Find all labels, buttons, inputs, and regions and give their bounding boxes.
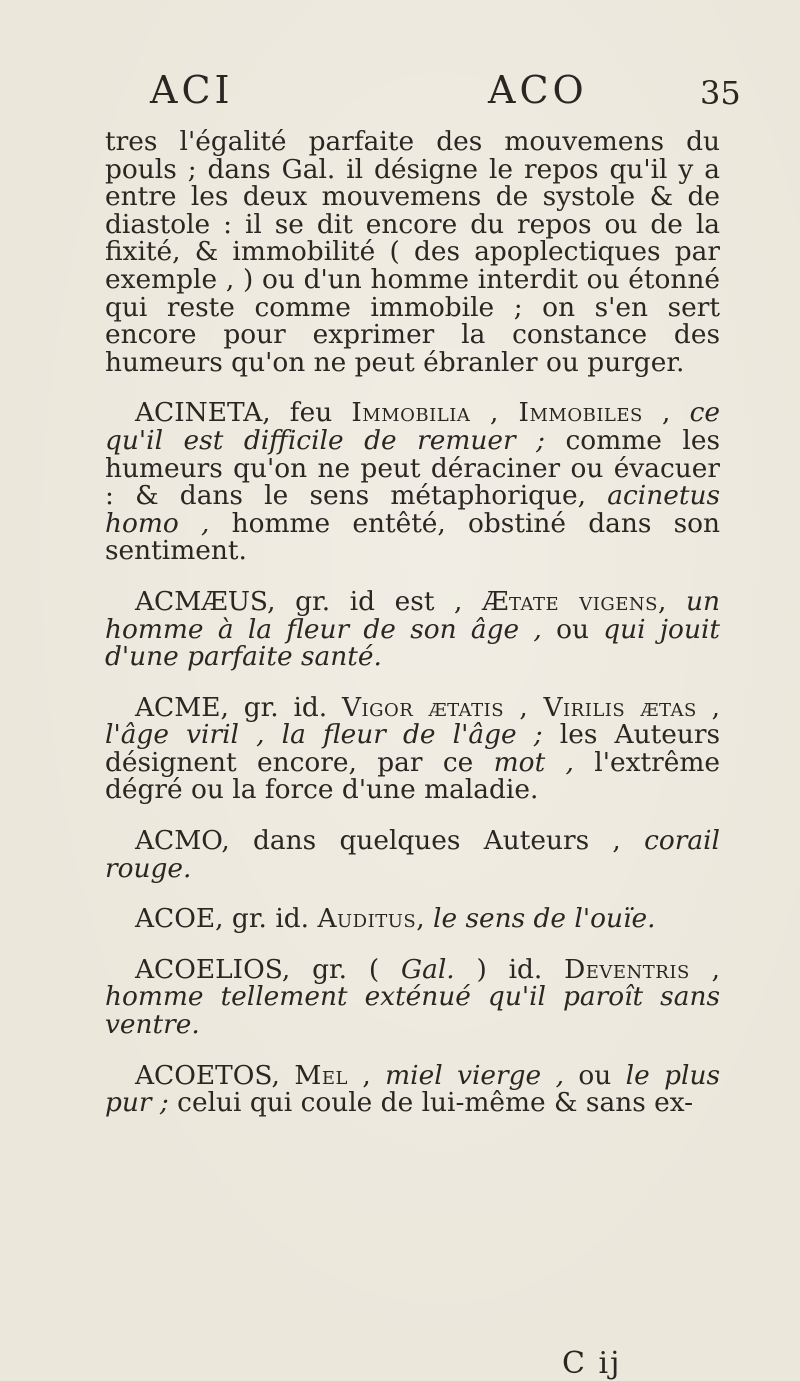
entry-gloss: un homme à la fleur de son âge , bbox=[105, 585, 721, 645]
entry-separator: , gr. id. bbox=[215, 903, 318, 935]
entry-separator: , bbox=[416, 903, 433, 935]
entry-separator: , bbox=[271, 1059, 295, 1091]
page-number: 35 bbox=[700, 74, 741, 112]
entry-gloss: qui jouit d'une parfaite santé. bbox=[105, 613, 720, 673]
entry-acme bbox=[105, 691, 720, 806]
entry-body: ou bbox=[563, 1059, 626, 1091]
entry-separator: , bbox=[696, 691, 720, 723]
entry-body: comme les humeurs qu'on ne peut déraciner ou évacuer : & dans le sens métaphorique, bbox=[105, 424, 720, 512]
entry-latin: Vigor ætatis , Virilis ætas bbox=[341, 691, 697, 723]
entry-latin: Auditus bbox=[317, 903, 417, 935]
entry-gloss: le plus pur ; bbox=[105, 1059, 720, 1119]
entry-acoetos bbox=[105, 1059, 720, 1119]
entry-gloss: miel vierge , bbox=[385, 1059, 564, 1091]
entry-gloss: l'âge viril , la fleur de l'âge ; bbox=[105, 719, 543, 751]
entry-separator: , gr. id est , bbox=[267, 585, 483, 617]
entry-gloss: homme tellement exténué qu'il paroît sans ventre. bbox=[105, 981, 720, 1041]
entry-body: celui qui coule de lui-même & sans ex- bbox=[168, 1087, 694, 1119]
entry-headword: ACMO bbox=[135, 825, 222, 857]
entry-headword: ACINETA bbox=[135, 397, 263, 429]
entry-headword: ACOETOS bbox=[135, 1059, 272, 1091]
entry-separator: , bbox=[689, 953, 720, 985]
entry-body: ou bbox=[541, 613, 604, 645]
entry-example: acinetus homo , bbox=[105, 480, 720, 539]
entry-gloss: le sens de l'ouïe. bbox=[433, 903, 656, 935]
entry-latin: Mel bbox=[294, 1059, 348, 1091]
entry-gloss: corail rouge. bbox=[105, 825, 720, 884]
entry-headword: ACOE bbox=[135, 903, 216, 935]
entry-acoelios bbox=[105, 953, 720, 1041]
entry-body: tres l'égalité parfaite des mouvemens du pouls ; dans Gal. il désigne le repos qu'il y a entre les deux mouvemens de systole & de diastole : il se dit encore du repos ou de la fixité, & immobilité ( des apoplectiques par exemple , ) ou d'un homme interdit ou étonné qui reste comme immobile ; on s'en sert encore pour exprimer la constance des humeurs qu'on ne peut ébranler ou purger. bbox=[105, 126, 720, 378]
entry-acmaeus bbox=[105, 585, 721, 673]
entry-latin: Deventris bbox=[564, 953, 690, 985]
entry-body: l'extrême dégré ou la force d'une maladie. bbox=[105, 746, 720, 806]
entry-body: homme entêté, obstiné dans son sentiment. bbox=[105, 507, 721, 567]
entry-acoe bbox=[105, 905, 720, 933]
entry-headword: ACMÆUS bbox=[135, 585, 268, 617]
entry-separator: ) id. bbox=[454, 953, 565, 985]
entry-continuation bbox=[105, 128, 720, 376]
entry-separator: , gr. id. bbox=[220, 691, 342, 723]
entry-acmo bbox=[105, 827, 720, 882]
header-right-word: ACO bbox=[488, 68, 588, 112]
header-left-word: ACI bbox=[150, 68, 234, 112]
entry-latin: Immobilia , Immobiles bbox=[351, 397, 643, 429]
entry-body: les Auteurs désignent encore, par ce bbox=[105, 719, 720, 778]
entry-separator: , bbox=[658, 585, 687, 617]
signature-mark: C ij bbox=[562, 1346, 622, 1381]
entry-separator: , bbox=[642, 397, 690, 429]
entry-separator: , gr. ( bbox=[281, 953, 401, 985]
entry-headword: ACME bbox=[135, 691, 221, 723]
page-body bbox=[105, 128, 720, 1140]
entry-headword: ACOELIOS bbox=[135, 953, 282, 985]
entry-separator: , feu bbox=[262, 397, 352, 429]
running-header bbox=[0, 68, 800, 118]
entry-acineta bbox=[105, 399, 720, 565]
entry-gloss: mot , bbox=[493, 746, 574, 778]
entry-gloss: ce qu'il est difficile de remuer ; bbox=[105, 397, 720, 456]
entry-separator: , dans quelques Auteurs , bbox=[221, 825, 645, 857]
entry-source: Gal. bbox=[401, 953, 455, 985]
entry-latin: Ætate vigens bbox=[482, 585, 658, 617]
entry-separator: , bbox=[347, 1059, 386, 1091]
